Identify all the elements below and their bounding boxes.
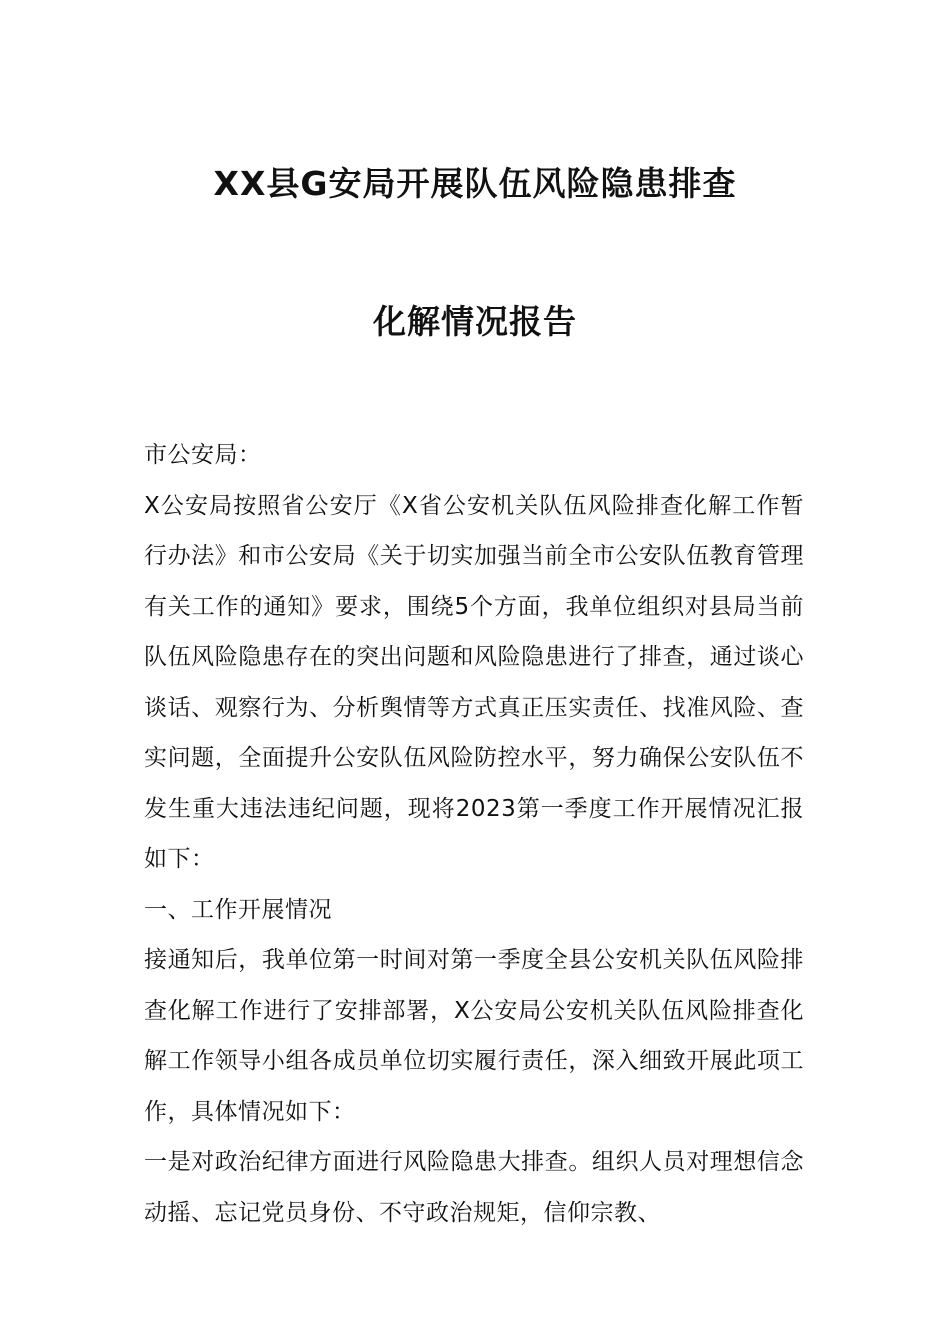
document-title-line-2: 化解情况报告 <box>373 302 577 341</box>
section-heading: 一、工作开展情况 <box>144 896 332 923</box>
document-body <box>144 430 804 1238</box>
body-paragraph: 接通知后，我单位第一时间对第一季度全县公安机关队伍风险排查化解工作进行了安排部署，X公安局公安机关队伍风险排查化解工作领导小组各成员单位切实履行责任，深入细致开展此项工作，具体情况如下： <box>144 947 804 1125</box>
body-paragraph: 一是对政治纪律方面进行风险隐患大排查。组织人员对理想信念动摇、忘记党员身份、不守政治规矩，信仰宗教、 <box>144 1149 804 1226</box>
intro-paragraph: X公安局按照省公安厅《X省公安机关队伍风险排查化解工作暂行办法》和市公安局《关于切实加强当前全市公安队伍教育管理有关工作的通知》要求，围绕5个方面，我单位组织对县局当前队伍风险隐患存在的突出问题和风险隐患进行了排查，通过谈心谈话、观察行为、分析舆情等方式真正压实责任、找准风险、查实问题，全面提升公安队伍风险防控水平，努力确保公安队伍不发生重大违法违纪问题，现将2023第一季度工作开展情况汇报如下： <box>144 492 804 872</box>
salutation: 市公安局： <box>144 442 262 468</box>
document-title-line-1: XX县G安局开展队伍风险隐患排查 <box>213 164 737 203</box>
